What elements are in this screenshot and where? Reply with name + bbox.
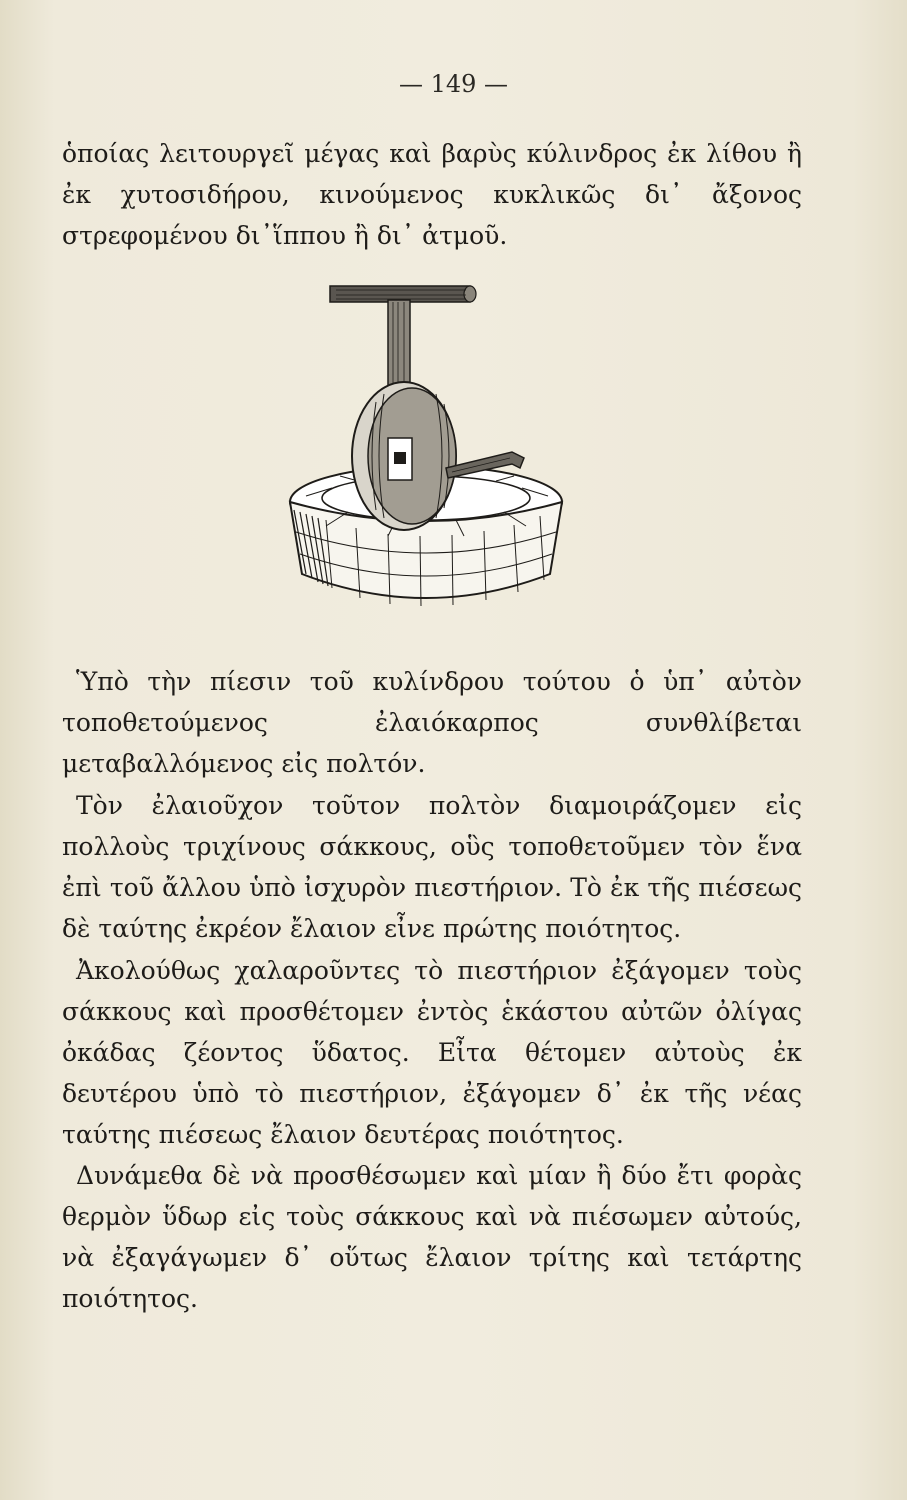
paragraph: Ὑπὸ τὴν πίεσιν τοῦ κυλίνδρου τούτου ὁ ὑπ᾽ αὐτὸν τοποθετούμενος ἐλαιόκαρπος συνθλίβεται μεταβαλλόμενος εἰς πολτόν.: [62, 667, 802, 778]
paragraph: Δυνάμεθα δὲ νὰ προσθέσωμεν καὶ μίαν ἢ δύο ἔτι φορὰς θερμὸν ὕδωρ εἰς τοὺς σάκκους καὶ νὰ πιέσωμεν αὐτούς, νὰ ἐξαγάγωμεν δ᾽ οὕτως ἔλαιον τρίτης καὶ τετάρτης ποιότητος.: [62, 1161, 802, 1313]
paragraph: Τὸν ἐλαιοῦχον τοῦτον πολτὸν διαμοιράζομεν εἰς πολλοὺς τριχίνους σάκκους, οὓς τοποθετοῦμεν τὸν ἕνα ἐπὶ τοῦ ἄλλου ὑπὸ ἰσχυρὸν πιεστήριον. Τὸ ἐκ τῆς πιέσεως δὲ ταύτης ἐκρέον ἔλαιον εἶνε πρώτης ποιότητος.: [62, 791, 802, 943]
paragraph-continued: ὁποίας λειτουργεῖ μέγας καὶ βαρὺς κύλινδρος ἐκ λίθου ἢ ἐκ χυτοσιδήρου, κινούμενος κυκλικῶς δι᾽ ἄξονος στρεφομένου δι᾽ἵππου ἢ δι᾽ ἀτμοῦ.: [62, 139, 802, 250]
olive-mill-engraving-icon: [276, 282, 616, 622]
paragraph: Ἀκολούθως χαλαροῦντες τὸ πιεστήριον ἐξάγομεν τοὺς σάκκους καὶ προσθέτομεν ἐντὸς ἑκάστου αὐτῶν ὀλίγας ὀκάδας ζέοντος ὕδατος. Εἶτα θέτομεν αὐτοὺς ἐκ δευτέρου ὑπὸ τὸ πιεστήριον, ἐξάγομεν δ᾽ ἐκ τῆς νέας ταύτης πιέσεως ἔλαιον δευτέρας ποιότητος.: [62, 956, 802, 1149]
page-number: — 149 —: [398, 70, 509, 98]
